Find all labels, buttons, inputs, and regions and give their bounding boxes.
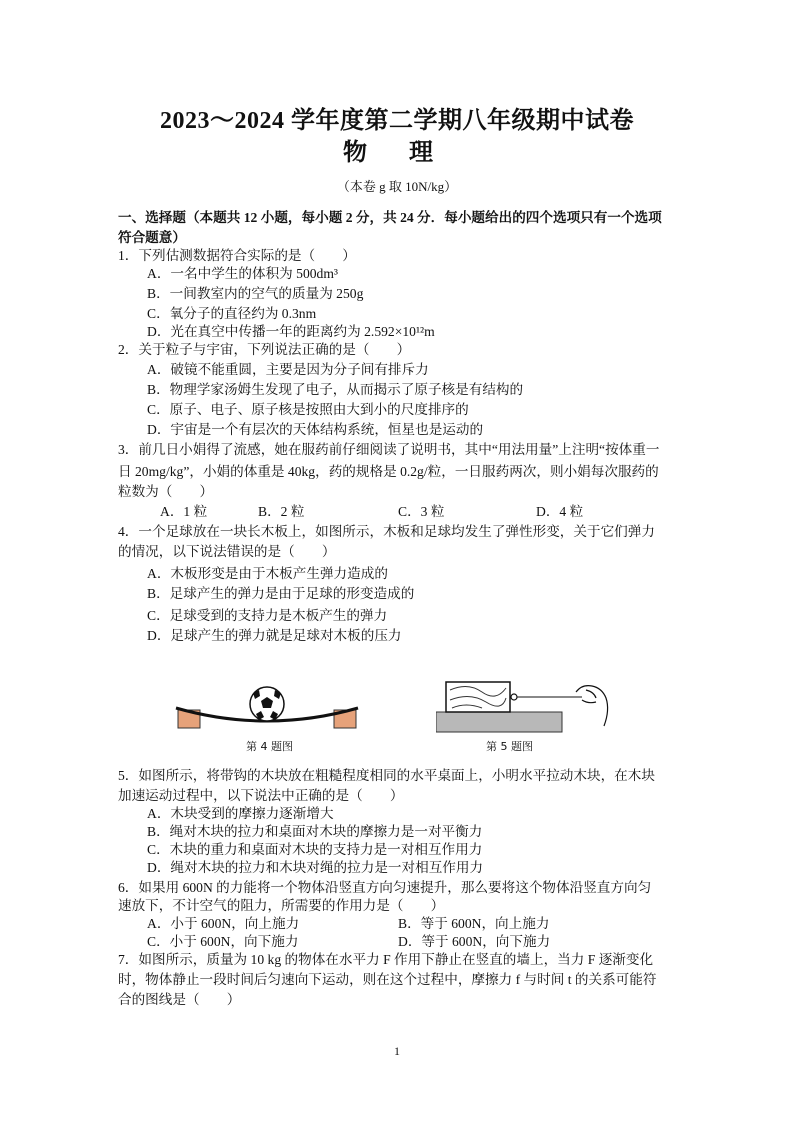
q4-option-b: B．足球产生的弹力是由于足球的形变造成的 — [147, 586, 415, 601]
q2-stem: 2．关于粒子与宇宙，下列说法正确的是（ ） — [118, 342, 411, 357]
section1-heading-line2: 符合题意） — [118, 230, 186, 245]
q7-line3: 合的图线是（ ） — [118, 992, 241, 1007]
q4-line1: 4．一个足球放在一块长木板上，如图所示，木板和足球均发生了弹性形变，关于它们弹力 — [118, 524, 655, 539]
q7-line2: 时，物体静止一段时间后匀速向下运动，则在这个过程中，摩擦力 f 与时间 t 的关系可能符 — [118, 972, 657, 987]
q3-option-a: A．1 粒 — [160, 504, 208, 519]
wooden-block — [446, 682, 510, 712]
q4-line2: 的情况，以下说法错误的是（ ） — [118, 544, 336, 559]
q5-line1: 5．如图所示，将带钩的木块放在粗糙程度相同的水平桌面上，小明水平拉动木块，在木块 — [118, 768, 655, 783]
q3-line2: 日 20mg/kg”，小娟的体重是 40kg，药的规格是 0.2g/粒，一日服药两次，则小娟每次服药的 — [118, 464, 659, 479]
q6-option-d: D．等于 600N，向下施力 — [398, 934, 551, 949]
fig4-caption: 第 4 题图 — [246, 740, 293, 753]
q1-option-d: D．光在真空中传播一年的距离约为 2.592×10¹²m — [147, 324, 435, 339]
q6-line2: 速放下，不计空气的阻力，所需要的作用力是（ ） — [118, 898, 445, 913]
q6-option-c: C．小于 600N，向下施力 — [147, 934, 299, 949]
q7-line1: 7．如图所示，质量为 10 kg 的物体在水平力 F 作用下静止在竖直的墙上，当力 F 逐渐变化 — [118, 952, 654, 967]
q2-option-d: D．宇宙是一个有层次的天体结构系统，恒星也是运动的 — [147, 422, 484, 437]
fig5-block-pull-diagram — [436, 670, 616, 736]
q3-option-b: B．2 粒 — [258, 504, 305, 519]
q2-option-b: B．物理学家汤姆生发现了电子，从而揭示了原子核是有结构的 — [147, 382, 524, 397]
q5-option-b: B．绳对木块的拉力和桌面对木块的摩擦力是一对平衡力 — [147, 824, 483, 839]
q5-option-d: D．绳对木块的拉力和木块对绳的拉力是一对相互作用力 — [147, 860, 484, 875]
q3-line1: 3．前几日小娟得了流感，她在服药前仔细阅读了说明书，其中“用法用量”上注明“按体重一 — [118, 442, 660, 457]
q3-line3: 粒数为（ ） — [118, 484, 214, 499]
soccer-ball-icon — [250, 687, 284, 721]
q4-option-c: C．足球受到的支持力是木板产生的弹力 — [147, 608, 388, 623]
q5-option-c: C．木块的重力和桌面对木块的支持力是一对相互作用力 — [147, 842, 483, 857]
q6-option-a: A．小于 600N，向上施力 — [147, 916, 300, 931]
q6-option-b: B．等于 600N，向上施力 — [398, 916, 550, 931]
gravity-note: （本卷 g 取 10N/kg） — [336, 179, 458, 194]
q6-line1: 6．如果用 600N 的力能将一个物体沿竖直方向匀速提升，那么要将这个物体沿竖直方向匀 — [118, 880, 652, 895]
q3-option-d: D．4 粒 — [536, 504, 584, 519]
q4-option-a: A．木板形变是由于木板产生弹力造成的 — [147, 566, 388, 581]
fig5-caption: 第 5 题图 — [486, 740, 533, 753]
q1-stem: 1．下列估测数据符合实际的是（ ） — [118, 248, 356, 263]
fig4-board-ball-diagram — [170, 676, 370, 736]
q2-option-c: C．原子、电子、原子核是按照由大到小的尺度排序的 — [147, 402, 469, 417]
q1-option-c: C．氧分子的直径约为 0.3nm — [147, 306, 317, 321]
section1-heading-line1: 一、选择题（本题共 12 小题，每小题 2 分，共 24 分．每小题给出的四个选项只有一个选项 — [118, 210, 662, 225]
q4-option-d: D．足球产生的弹力就是足球对木板的压力 — [147, 628, 402, 643]
page-number: 1 — [394, 1044, 400, 1058]
q1-option-b: B．一间教室内的空气的质量为 250g — [147, 286, 364, 301]
hook-icon — [511, 694, 517, 700]
subject-title: 物 理 — [343, 140, 451, 166]
hand-icon — [576, 686, 608, 726]
q5-line2: 加速运动过程中，以下说法中正确的是（ ） — [118, 788, 404, 803]
q1-option-a: A．一名中学生的体积为 500dm³ — [147, 266, 338, 281]
exam-title: 2023～2024 学年度第二学期八年级期中试卷 — [160, 108, 634, 134]
q2-option-a: A．破镜不能重圆，主要是因为分子间有排斥力 — [147, 362, 429, 377]
q3-option-c: C．3 粒 — [398, 504, 445, 519]
table-surface — [436, 712, 562, 732]
q5-option-a: A．木块受到的摩擦力逐渐增大 — [147, 806, 334, 821]
